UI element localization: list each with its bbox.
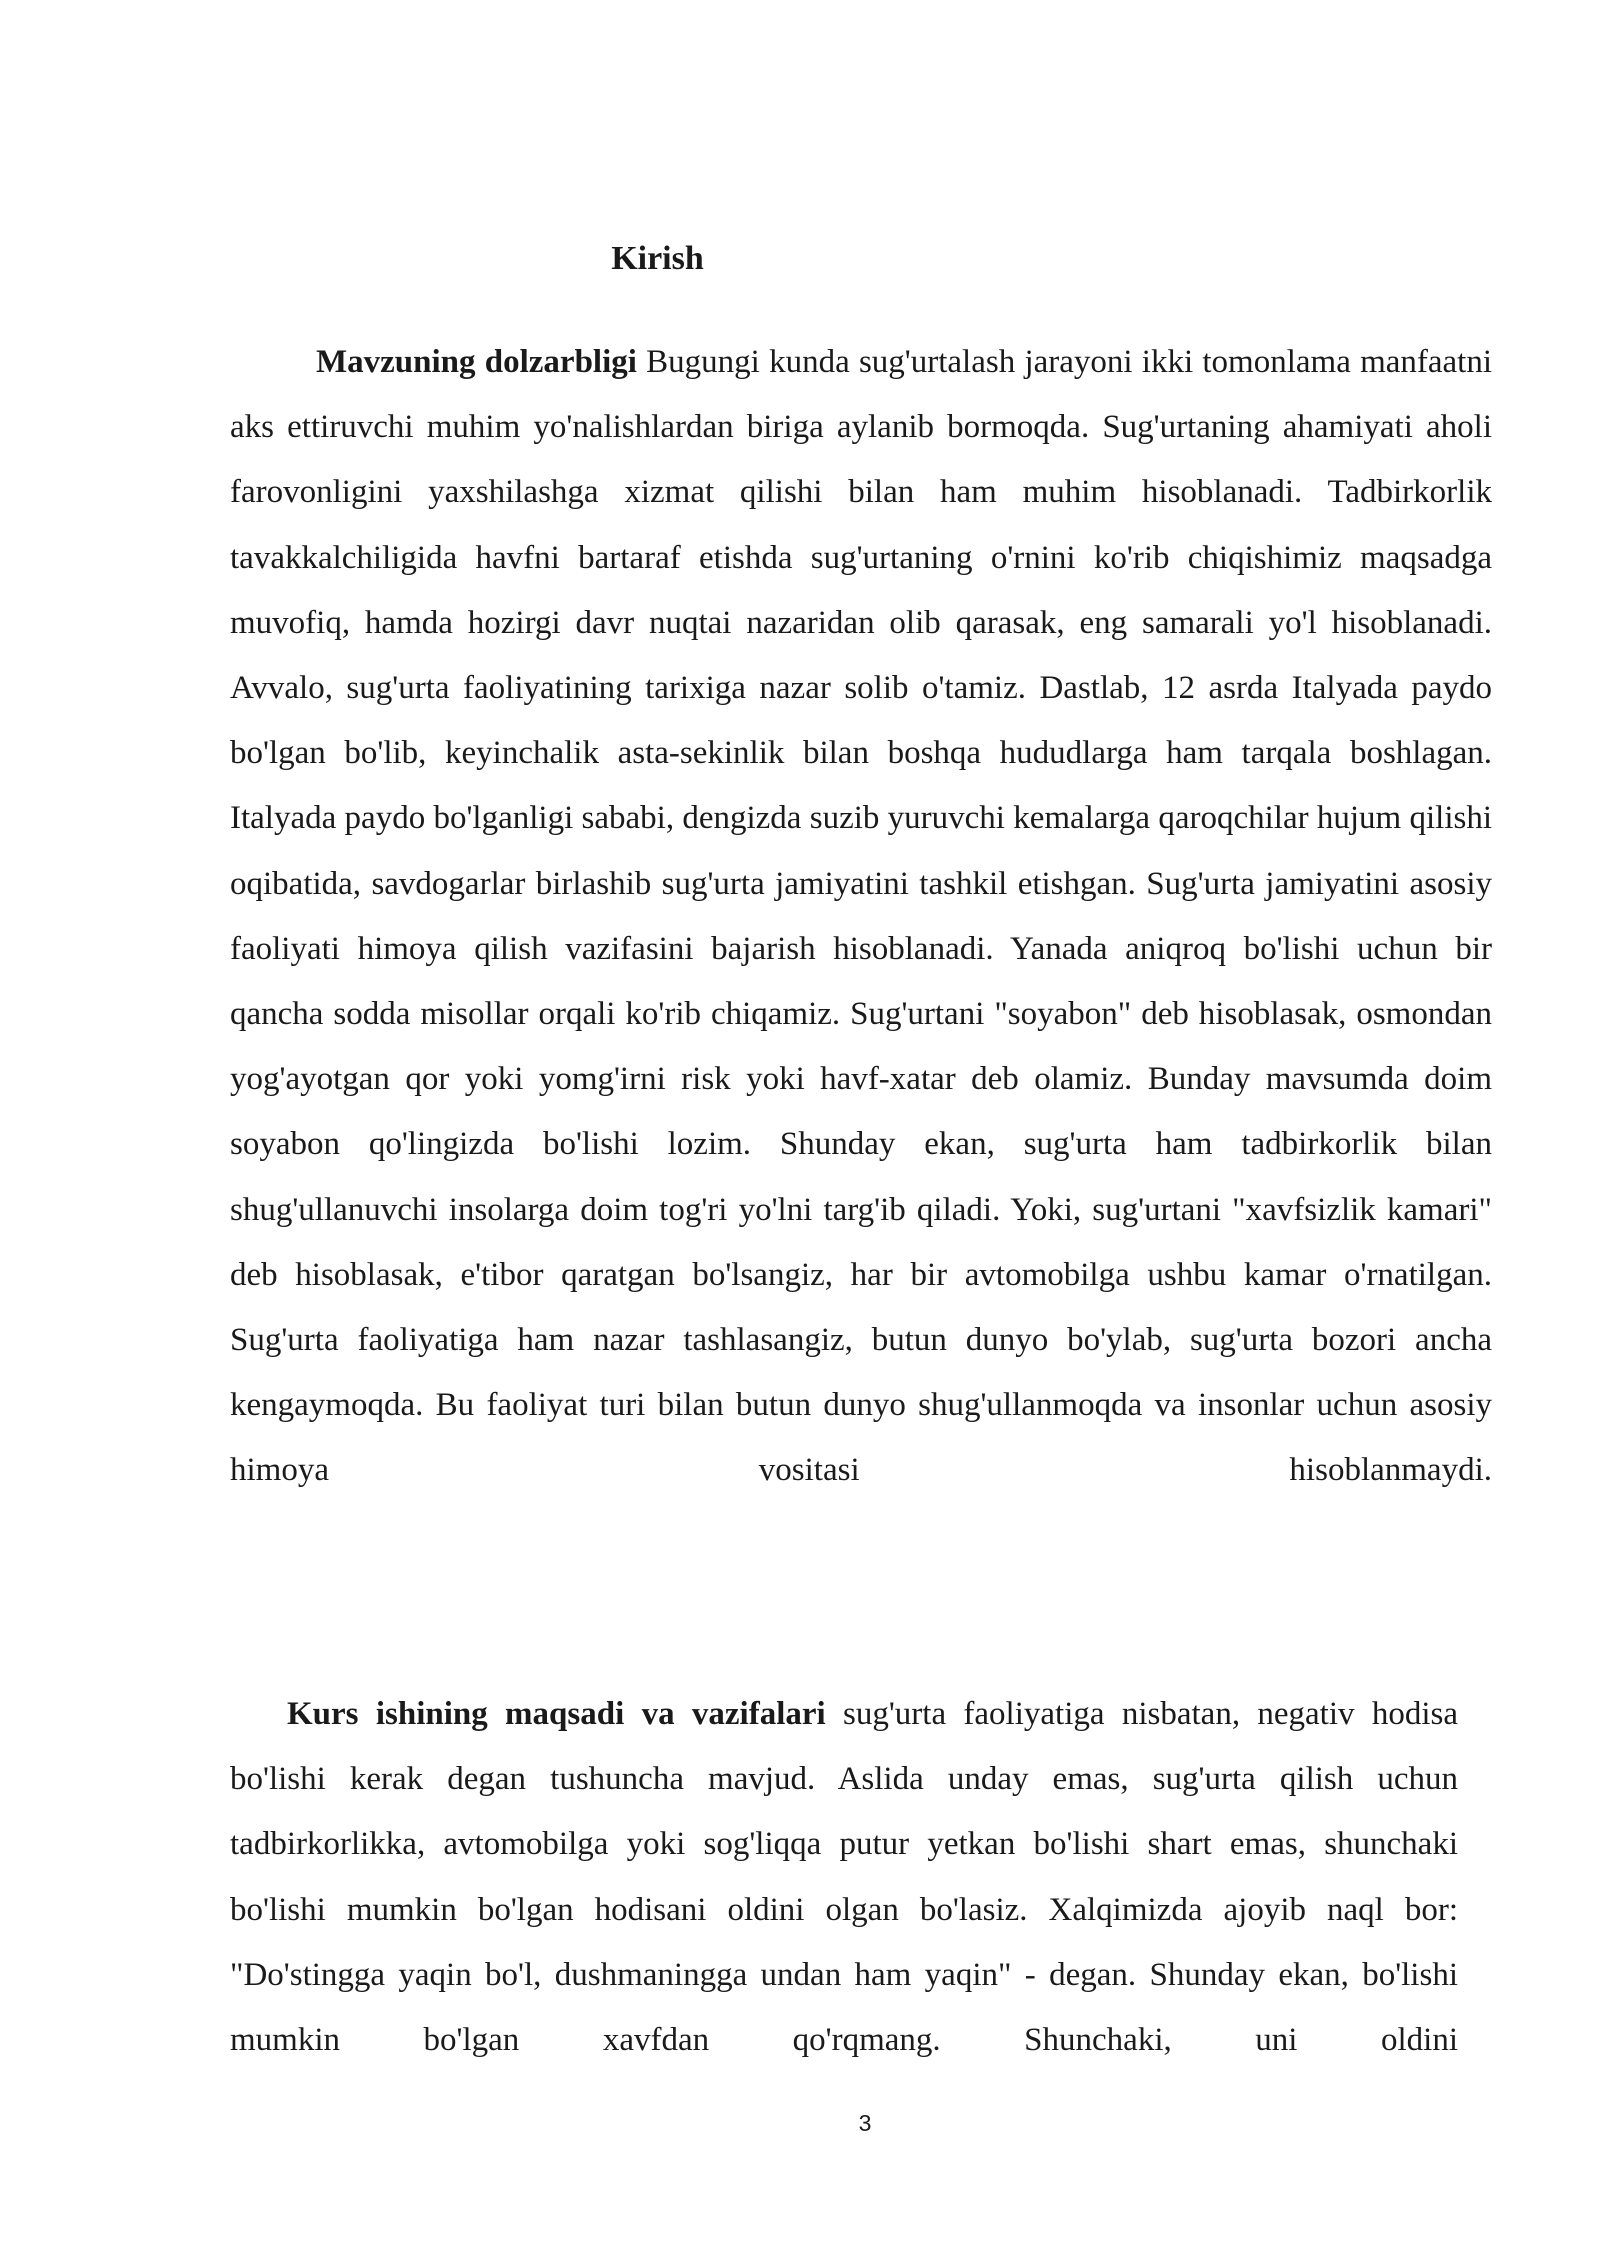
- paragraph-goals: [230, 1682, 1458, 2073]
- paragraph-lead-goals: Kurs ishining maqsadi va vazifalari: [287, 1696, 826, 1732]
- page-number: 3: [858, 2110, 872, 2136]
- paragraph-lead-relevance: Mavzuning dolzarbligi: [316, 344, 637, 380]
- paragraph-relevance: [230, 330, 1492, 1504]
- section-title: Kirish: [611, 240, 704, 277]
- paragraph-body-goals: sug'urta faoliyatiga nisbatan, negativ hodisa bo'lishi kerak degan tushuncha mavjud. Aslida unday emas, sug'urta qilish uchun tadbirkorlikka, avtomobilga yoki sog'liqqa putur yetkan bo'lishi shart emas, shunchaki bo'lishi mumkin bo'lgan hodisani oldini olgan bo'lasiz. Xalqimizda ajoyib naql bor: "Do'stingga yaqin bo'l, dushmaningga undan ham yaqin" - degan. Shunday ekan, bo'lishi mumkin bo'lgan xavfdan qo'rqmang. Shunchaki, uni oldini: [230, 1696, 1458, 2059]
- paragraph-body-relevance: Bugungi kunda sug'urtalash jarayoni ikki tomonlama manfaatni aks ettiruvchi muhim yo'nalishlardan biriga aylanib bormoqda. Sug'urtaning ahamiyati aholi farovonligini yaxshilashga xizmat qilishi bilan ham muhim hisoblanadi. Tadbirkorlik tavakkalchiligida havfni bartaraf etishda sug'urtaning o'rnini ko'rib chiqishimiz maqsadga muvofiq, hamda hozirgi davr nuqtai nazaridan olib qarasak, eng samarali yo'l hisoblanadi. Avvalo, sug'urta faoliyatining tarixiga nazar solib o'tamiz. Dastlab, 12 asrda Italyada paydo bo'lgan bo'lib, keyinchalik asta-sekinlik bilan boshqa hududlarga ham tarqala boshlagan. Italyada paydo bo'lganligi sababi, dengizda suzib yuruvchi kemalarga qaroqchilar hujum qilishi oqibatida, savdogarlar birlashib sug'urta jamiyatini tashkil etishgan. Sug'urta jamiyatini asosiy faoliyati himoya qilish vazifasini bajarish hisoblanadi. Yanada aniqroq bo'lishi uchun bir qancha sodda misollar orqali ko'rib chiqamiz. Sug'urtani "soyabon" deb hisoblasak, osmondan yog'ayotgan qor yoki yomg'irni risk yoki havf-xatar deb olamiz. Bunday mavsumda doim soyabon qo'lingizda bo'lishi lozim. Shunday ekan, sug'urta ham tadbirkorlik bilan shug'ullanuvchi insolarga doim tog'ri yo'lni targ'ib qiladi. Yoki, sug'urtani "xavfsizlik kamari" deb hisoblasak, e'tibor qaratgan bo'lsangiz, har bir avtomobilga ushbu kamar o'rnatilgan. Sug'urta faoliyatiga ham nazar tashlasangiz, butun dunyo bo'ylab, sug'urta bozori ancha kengaymoqda. Bu faoliyat turi bilan butun dunyo shug'ullanmoqda va insonlar uchun asosiy himoya vositasi hisoblanmaydi.: [230, 344, 1493, 1489]
